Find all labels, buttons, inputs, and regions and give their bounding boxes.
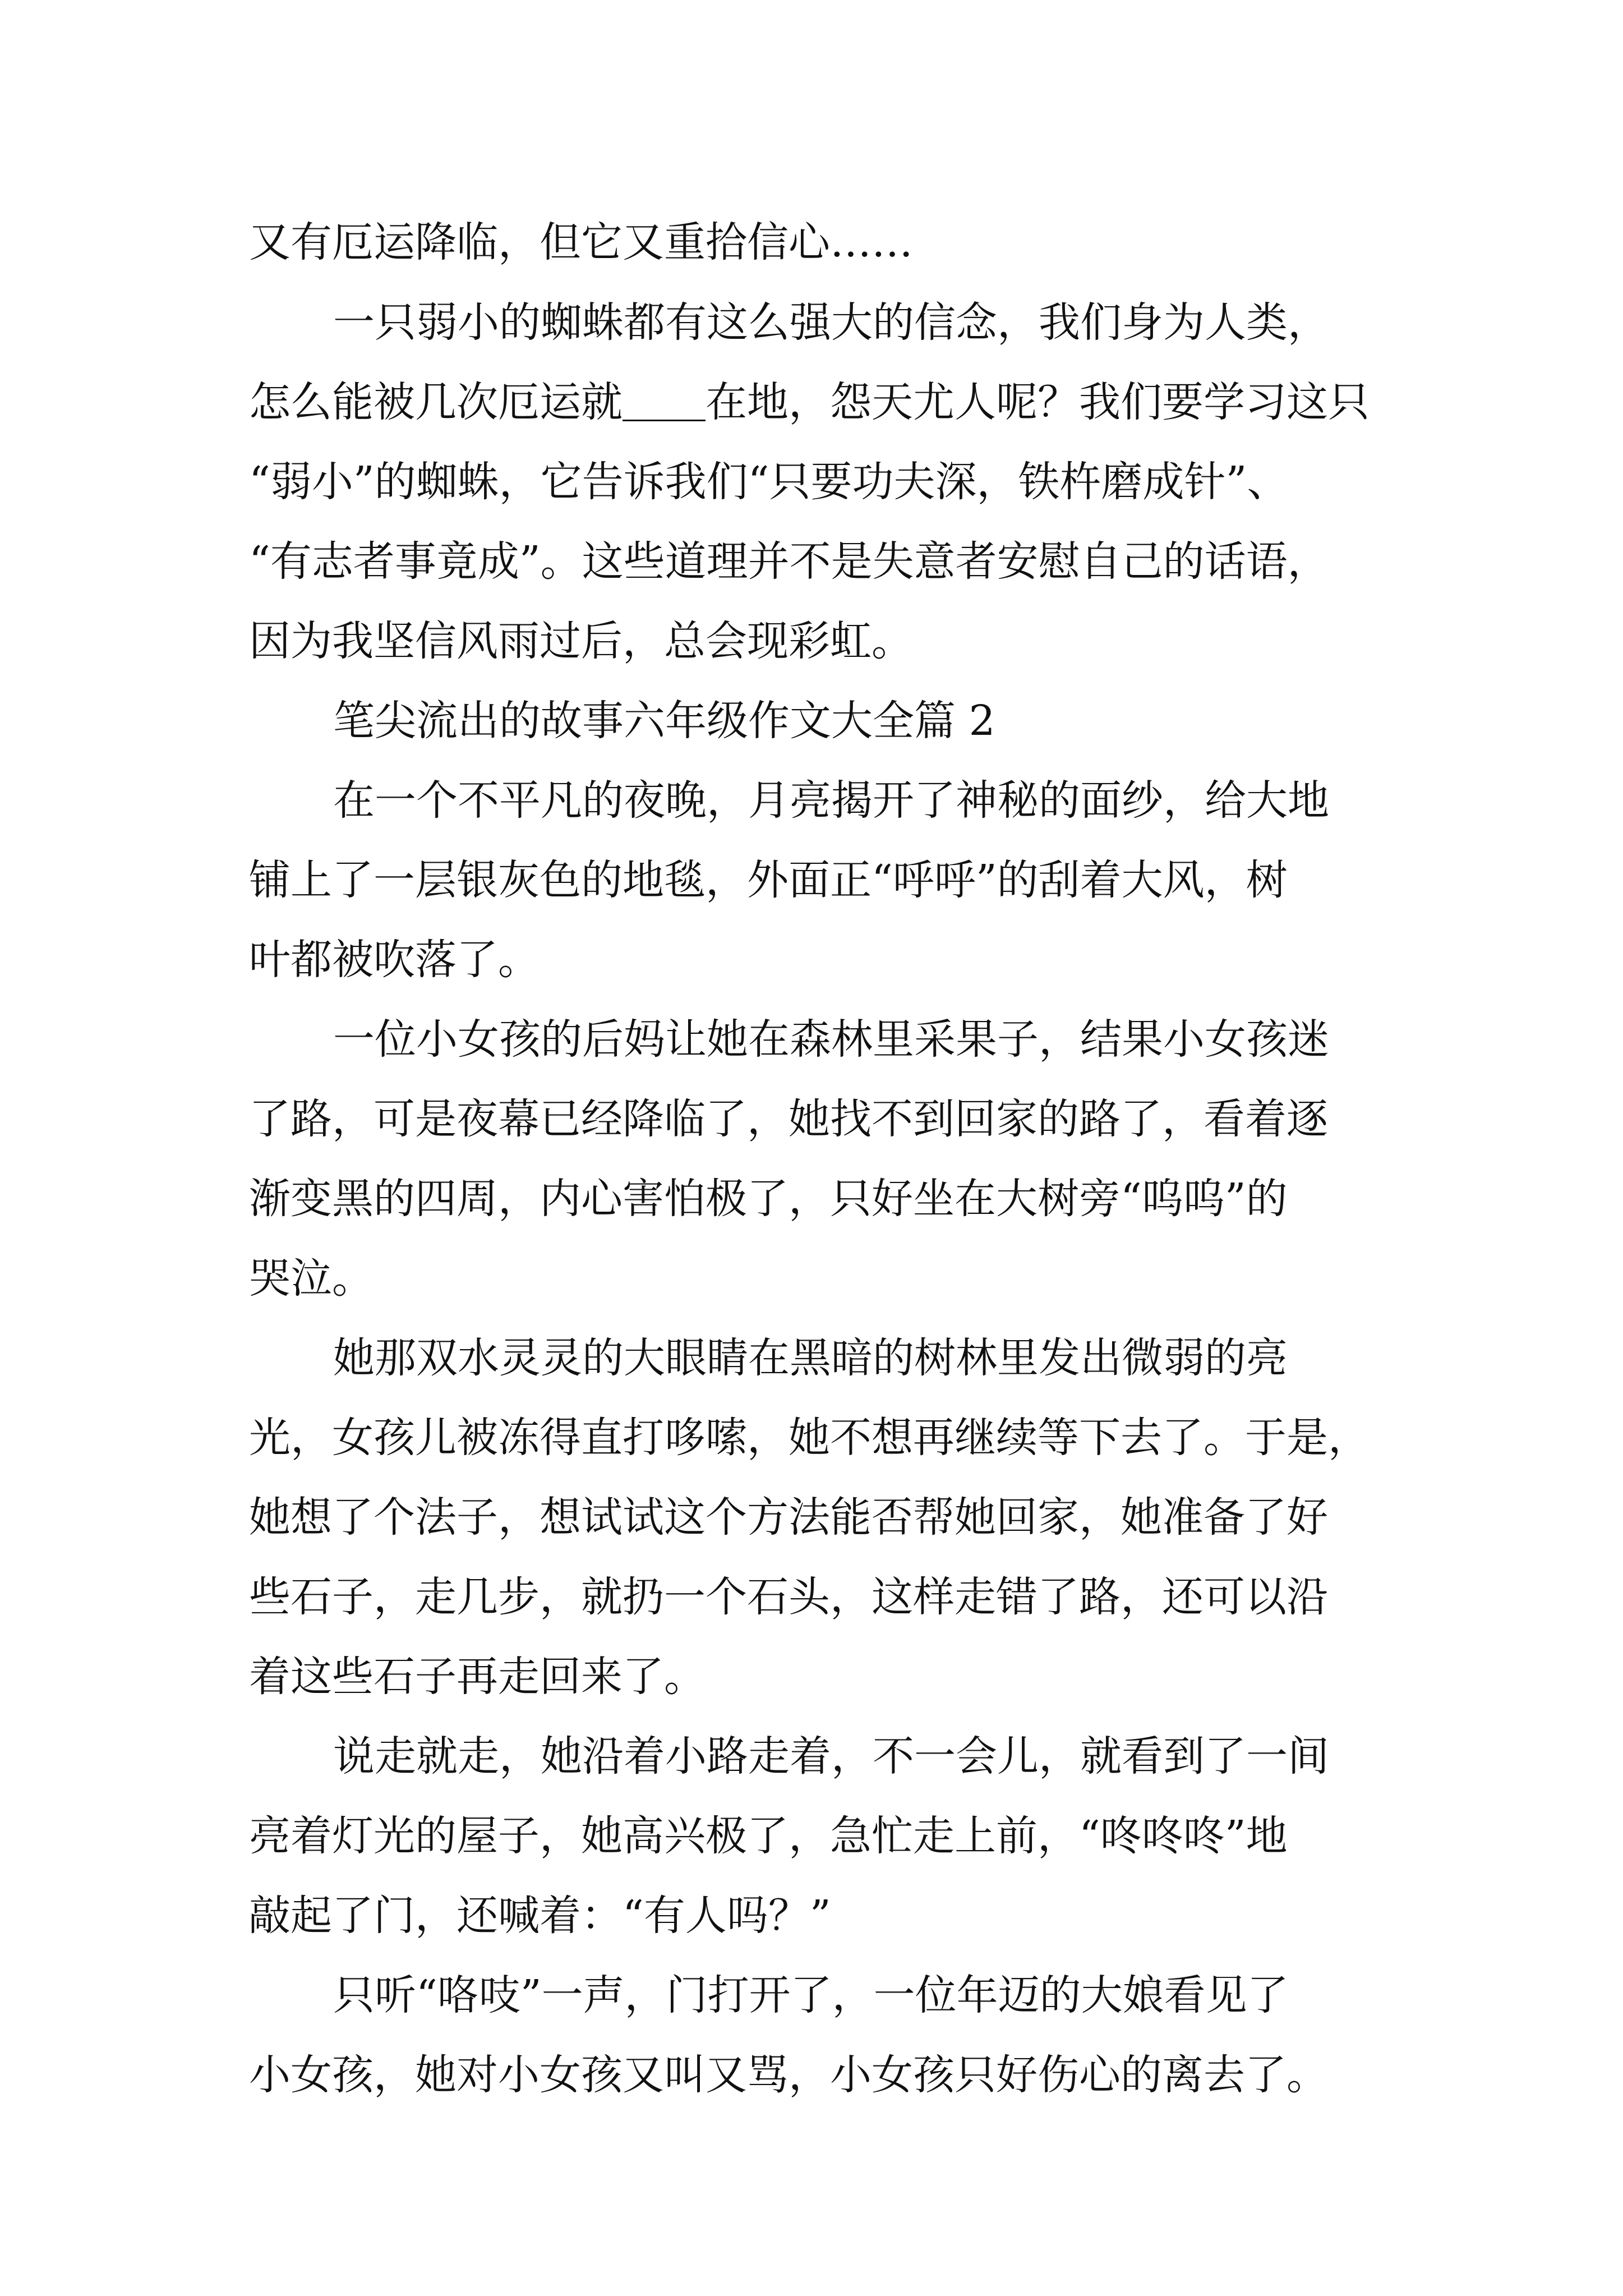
text-line: 亮着灯光的屋子，她高兴极了，急忙走上前，“咚咚咚”地: [249, 1812, 1288, 1860]
text-line: 哭泣。: [249, 1254, 374, 1303]
text-line: 些石子，走几步，就扔一个石头，这样走错了路，还可以沿: [249, 1573, 1328, 1621]
text-line: 铺上了一层银灰色的地毯，外面正“呼呼”的刮着大风，树: [249, 856, 1288, 904]
text-line: 着这些石子再走回来了。: [249, 1653, 706, 1701]
text-line: 敲起了门，还喊着：“有人吗？”: [249, 1892, 831, 1940]
text-line: 渐变黑的四周，内心害怕极了，只好坐在大树旁“呜呜”的: [249, 1175, 1288, 1223]
paragraph-start: 一只弱小的蜘蛛都有这么强大的信念，我们身为人类，: [333, 298, 1329, 347]
text-line: “有志者事竟成”。这些道理并不是失意者安慰自己的话语，: [249, 537, 1329, 586]
text-line: 又有厄运降临，但它又重拾信心……: [249, 218, 913, 266]
section-heading: 笔尖流出的故事六年级作文大全篇 2: [333, 697, 995, 745]
text-line: “弱小”的蜘蛛，它告诉我们“只要功夫深，铁杵磨成针”、: [249, 458, 1289, 506]
text-line: 光，女孩儿被冻得直打哆嗦，她不想再继续等下去了。于是，: [249, 1414, 1370, 1462]
text-line: 小女孩，她对小女孩又叫又骂，小女孩只好伤心的离去了。: [249, 2051, 1328, 2099]
text-line: 因为我坚信风雨过后，总会现彩虹。: [249, 617, 913, 665]
paragraph-start: 说走就走，她沿着小路走着，不一会儿，就看到了一间: [333, 1732, 1329, 1780]
text-line: 叶都被吹落了。: [249, 936, 540, 984]
paragraph-start: 只听“咯吱”一声，门打开了，一位年迈的大娘看见了: [333, 1971, 1289, 2019]
paragraph-start: 一位小女孩的后妈让她在森林里采果子，结果小女孩迷: [333, 1015, 1329, 1064]
text-line: 她想了个法子，想试试这个方法能否帮她回家，她准备了好: [249, 1493, 1328, 1542]
text-line: 怎么能被几次厄运就＿＿在地，怨天尤人呢？我们要学习这只: [249, 378, 1370, 426]
paragraph-start: 在一个不平凡的夜晚，月亮揭开了神秘的面纱，给大地: [333, 776, 1329, 825]
paragraph-start: 她那双水灵灵的大眼睛在黑暗的树林里发出微弱的亮: [333, 1334, 1288, 1382]
text-line: 了路，可是夜幕已经降临了，她找不到回家的路了，看着逐: [249, 1095, 1328, 1143]
